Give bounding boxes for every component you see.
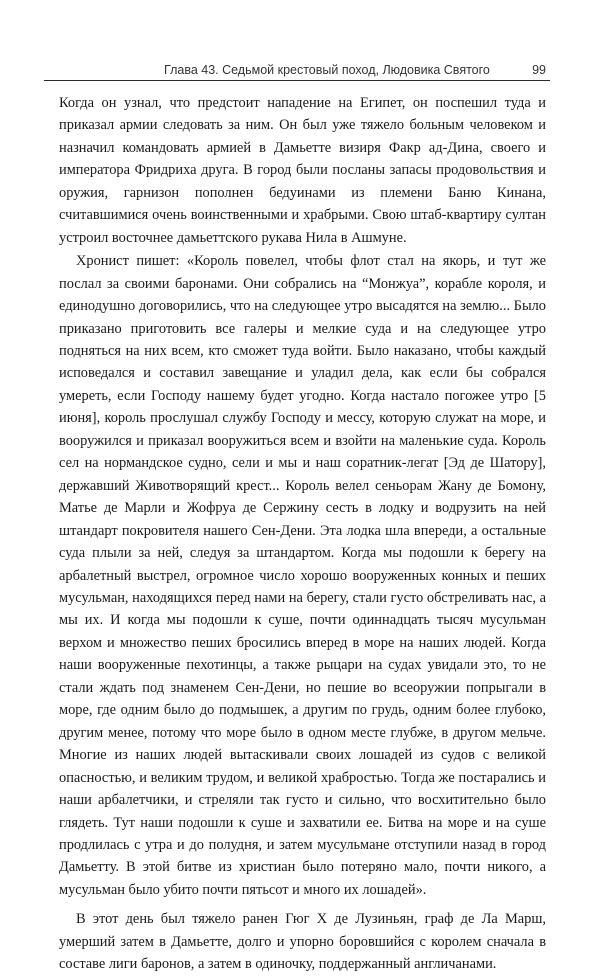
paragraph: Когда он узнал, что предстоит нападение на Египет, он поспешил туда и приказал армии следовать за ним. Он был уже тяжело больным человеком и назначил командовать армией в Дамьетте визиря Факр ад-Дина, своего и императора Фридриха друга. В город были посланы запасы продовольствия и оружия, гарнизон пополнен бедуинами из племени Баню Кинана, считавшимися очень воинственными и храбрыми. Свою штаб-квартиру султан устроил восточнее дамьеттского рукава Нила в Ашмуне. <box>59 95 546 246</box>
page-number: 99 <box>532 63 546 77</box>
paragraph: Хронист пишет: «Король повелел, чтобы флот стал на якорь, и тут же послал за своими баронами. Они собрались на “Монжуа”, корабле короля, и единодушно договорились, что на следующее утро высадятся на землю... Было приказано приготовить все галеры и мелкие суда и на следующее утро подняться на них всем, кто сможет туда войти. Было наказано, чтобы каждый исповедался и составил завещание и уладил дела, как если бы собрался умереть, если Господу нашему будет угодно. Когда настало погожее утро [5 июня], король прослушал службу Господу и мессу, которую служат на море, и вооружился и приказал вооружиться всем и взойти на маленькие суда. Король сел на нормандское судно, сели и мы и наш соратник-легат [Эд де Шатору], державший Животворящий крест... Король велел сеньорам Жану де Бомону, Матье де Марли и Жофруа де Сержину сесть в лодку и водрузить на ней штандарт покровителя нашего Сен-Дени. Эта лодка шла впереди, а остальные суда плыли за ней, следуя за штандартом. Когда мы подошли к берегу на арбалетный выстрел, огромное число хорошо вооруженных конных и пеших мусульман, находящихся перед нами на берегу, стали густо обстреливать нас, а мы их. И когда мы подошли к суше, почти одиннадцать тысяч мусульман верхом и множество пеших бросились вперед в море на наших людей. Когда наши вооруженные пехотинцы, а также рыцари на судах увидали это, то не стали ждать под знаменем Сен-Дени, но пешие во всеоружии попрыгали в море, где одним было до подмышек, а другим по грудь, одним более глубоко, другим менее, потому что море было в одном месте глубже, в другом мельче. Многие из наших людей вытаскивали своих лошадей из судов с великой опасностью, и великим трудом, и великой храбростью. Тогда же постарались и наши арбалетчики, и стреляли так густо и сильно, что восхитительно было глядеть. Тут наши подошли к суше и захватили ее. Битва на море и на суше продлилась с утра и до полудня, и затем мусульмане отступили назад в город Дамьетту. В этой битве из христиан было потеряно мало, почти никого, а мусульман было убито почти пятьсот и много их лошадей». <box>59 253 546 898</box>
chapter-title: Глава 43. Седьмой крестовый поход, Людовика Святого <box>164 63 490 77</box>
paragraph: В этот день был тяжело ранен Гюг X де Лузиньян, граф де Ла Марш, умерший затем в Дамьетте, долго и упорно боровшийся с королем сначала в составе лиги баронов, а затем в одиночку, поддержанный англичанами. <box>59 911 546 973</box>
body-text <box>59 92 546 976</box>
running-header <box>44 50 550 81</box>
